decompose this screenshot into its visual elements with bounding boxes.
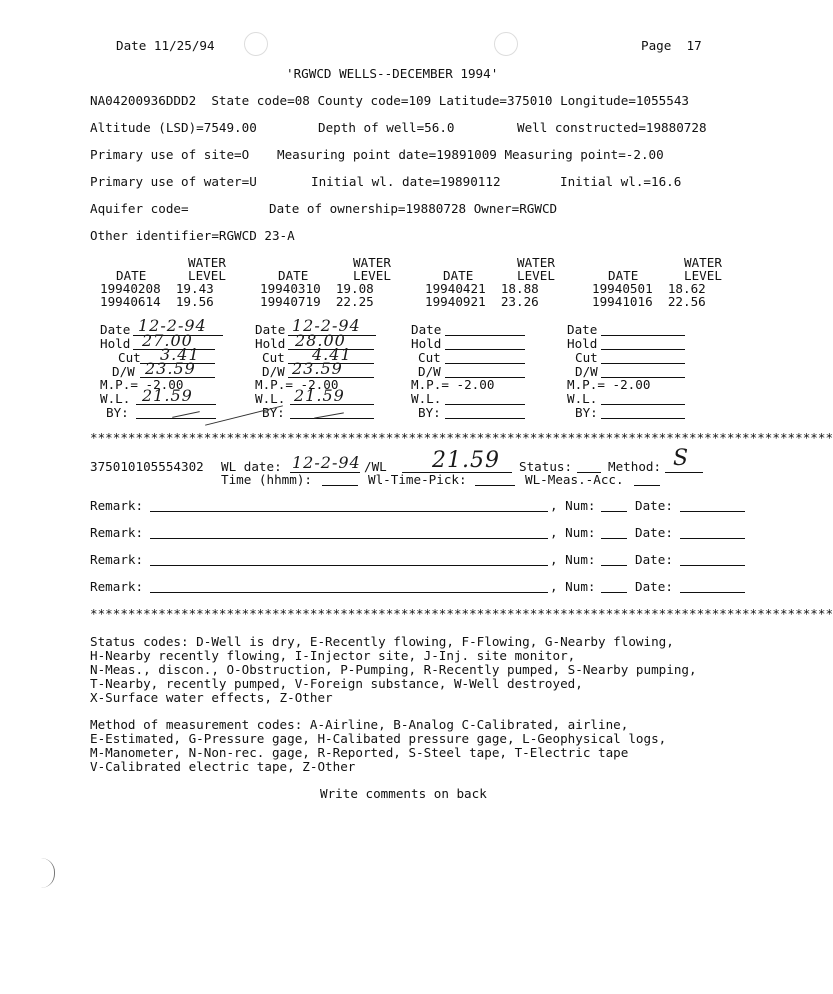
- status-codes-line: T-Nearby, recently pumped, V-Foreign substance, W-Well destroyed,: [90, 676, 583, 691]
- status-codes-line: X-Surface water effects, Z-Other: [90, 690, 333, 705]
- handwritten-date: 12-2-94: [292, 316, 361, 335]
- time-label: Time (hhmm):: [221, 472, 312, 487]
- col4-water-header: WATER: [684, 255, 722, 270]
- num-label: , Num:: [550, 552, 596, 567]
- form-hold-field[interactable]: [601, 349, 685, 350]
- status-label: Status:: [519, 459, 573, 474]
- report-title: 'RGWCD WELLS--DECEMBER 1994': [286, 66, 499, 81]
- initial-wl: Initial wl.=16.6: [560, 174, 682, 189]
- remark-label: Remark:: [90, 498, 144, 513]
- status-codes-line: N-Meas., discon., O-Obstruction, P-Pumping, R-Recently pumped, S-Nearby pumping,: [90, 662, 697, 677]
- num-field[interactable]: [601, 565, 627, 566]
- separator-bottom: **************************************************************************************************: [90, 606, 833, 621]
- remark-label: Remark:: [90, 579, 144, 594]
- col1-water-header: WATER: [188, 255, 226, 270]
- col2-date-header: DATE: [278, 268, 309, 283]
- form-cut-field[interactable]: [445, 363, 525, 364]
- form-wl-field[interactable]: [601, 404, 685, 405]
- col4-level-header: LEVEL: [684, 268, 722, 283]
- col2-water-header: WATER: [353, 255, 391, 270]
- table-cell: 19940421 18.88: [425, 281, 539, 296]
- scan-mark: [40, 858, 55, 888]
- altitude: Altitude (LSD)=7549.00: [90, 120, 257, 135]
- form-date-field[interactable]: [445, 335, 525, 336]
- form-by-field[interactable]: [601, 418, 685, 419]
- col3-water-header: WATER: [517, 255, 555, 270]
- form-mp-label: M.P.= -2.00: [411, 377, 495, 392]
- form-cut-label: Cut: [575, 350, 598, 365]
- table-cell: 19940310 19.08: [260, 281, 374, 296]
- handwritten-cut: 3.41: [160, 345, 200, 364]
- acc-field[interactable]: [634, 485, 660, 486]
- num-label: , Num:: [550, 525, 596, 540]
- remark-date-label: Date:: [635, 552, 673, 567]
- pick-field[interactable]: [475, 485, 515, 486]
- time-field[interactable]: [322, 485, 358, 486]
- form-hold-label: Hold: [567, 336, 598, 351]
- remark-field[interactable]: [150, 592, 548, 593]
- form-date-field[interactable]: [601, 335, 685, 336]
- form-hold-label: Hold: [411, 336, 442, 351]
- well-depth: Depth of well=56.0: [318, 120, 455, 135]
- wl-label: /WL: [364, 459, 387, 474]
- remark-date-label: Date:: [635, 579, 673, 594]
- handwritten-date: 12-2-94: [138, 316, 207, 335]
- col4-date-header: DATE: [608, 268, 639, 283]
- initial-wl-date: Initial wl. date=19890112: [311, 174, 501, 189]
- form-by-label: BY:: [262, 405, 285, 420]
- form-cut-field[interactable]: [601, 363, 685, 364]
- page-number: Page 17: [641, 38, 702, 53]
- form-cut-label: Cut: [118, 350, 141, 365]
- num-label: , Num:: [550, 579, 596, 594]
- other-identifier: Other identifier=RGWCD 23-A: [90, 228, 295, 243]
- primary-use-site: Primary use of site=O: [90, 147, 250, 162]
- handwritten-dw: 23.59: [292, 359, 343, 378]
- col1-date-header: DATE: [116, 268, 147, 283]
- remark-date-label: Date:: [635, 525, 673, 540]
- form-date-label: Date: [100, 322, 131, 337]
- form-dw-label: D/W: [112, 364, 135, 379]
- form-by-field[interactable]: [445, 418, 525, 419]
- well-constructed: Well constructed=19880728: [517, 120, 707, 135]
- form-by-label: BY:: [106, 405, 129, 420]
- method-codes-line: E-Estimated, G-Pressure gage, H-Calibated pressure gage, L-Geophysical logs,: [90, 731, 667, 746]
- handwritten-method: S: [673, 446, 690, 471]
- method-codes-line: V-Calibrated electric tape, Z-Other: [90, 759, 356, 774]
- table-cell: 19941016 22.56: [592, 294, 706, 309]
- col2-level-header: LEVEL: [353, 268, 391, 283]
- status-codes-line: Status codes: D-Well is dry, E-Recently flowing, F-Flowing, G-Nearby flowing,: [90, 634, 674, 649]
- punch-hole-left: [244, 32, 268, 56]
- remark-label: Remark:: [90, 525, 144, 540]
- wl-date-label: WL date:: [221, 459, 282, 474]
- form-cut-label: Cut: [262, 350, 285, 365]
- form-hold-label: Hold: [100, 336, 131, 351]
- remark-date-label: Date:: [635, 498, 673, 513]
- remark-date-field[interactable]: [680, 565, 745, 566]
- site-id: 375010105554302: [90, 459, 204, 474]
- form-hold-label: Hold: [255, 336, 286, 351]
- method-codes-line: Method of measurement codes: A-Airline, B-Analog C-Calibrated, airline,: [90, 717, 629, 732]
- form-dw-label: D/W: [418, 364, 441, 379]
- method-field[interactable]: [665, 472, 703, 473]
- form-wl-label: W.L.: [411, 391, 442, 406]
- col1-level-header: LEVEL: [188, 268, 226, 283]
- table-cell: 19940921 23.26: [425, 294, 539, 309]
- primary-use-water: Primary use of water=U: [90, 174, 257, 189]
- form-wl-label: W.L.: [100, 391, 131, 406]
- form-wl-label: W.L.: [255, 391, 286, 406]
- remark-field[interactable]: [150, 511, 548, 512]
- acc-label: WL-Meas.-Acc.: [525, 472, 624, 487]
- method-codes-line: M-Manometer, N-Non-rec. gage, R-Reported, S-Steel tape, T-Electric tape: [90, 745, 629, 760]
- form-dw-label: D/W: [575, 364, 598, 379]
- num-label: , Num:: [550, 498, 596, 513]
- form-date-label: Date: [411, 322, 442, 337]
- handwritten-dw: 23.59: [145, 359, 196, 378]
- col3-date-header: DATE: [443, 268, 474, 283]
- table-cell: 19940208 19.43: [100, 281, 214, 296]
- num-field[interactable]: [601, 592, 627, 593]
- form-by-label: BY:: [575, 405, 598, 420]
- num-field[interactable]: [601, 538, 627, 539]
- form-hold-field[interactable]: [445, 349, 525, 350]
- form-mp-label: M.P.= -2.00: [100, 377, 184, 392]
- table-cell: 19940501 18.62: [592, 281, 706, 296]
- remark-date-field[interactable]: [680, 592, 745, 593]
- remark-label: Remark:: [90, 552, 144, 567]
- form-by-field[interactable]: [136, 418, 216, 419]
- punch-hole-right: [494, 32, 518, 56]
- form-date-label: Date: [255, 322, 286, 337]
- handwritten-entry-wl: 21.59: [432, 448, 500, 473]
- initials-mark: [172, 411, 200, 418]
- remark-date-field[interactable]: [680, 538, 745, 539]
- table-cell: 19940614 19.56: [100, 294, 214, 309]
- form-mp-label: M.P.= -2.00: [255, 377, 339, 392]
- handwritten-wl: 21.59: [294, 386, 345, 405]
- site-info-line1: NA04200936DDD2 State code=08 County code=109 Latitude=375010 Longitude=1055543: [90, 93, 689, 108]
- form-by-field[interactable]: [290, 418, 374, 419]
- handwritten-cut: 4.41: [312, 345, 352, 364]
- col3-level-header: LEVEL: [517, 268, 555, 283]
- remark-field[interactable]: [150, 565, 548, 566]
- report-date: Date 11/25/94: [116, 38, 215, 53]
- ownership: Date of ownership=19880728 Owner=RGWCD: [269, 201, 558, 216]
- pick-label: Wl-Time-Pick:: [368, 472, 467, 487]
- form-by-label: BY:: [418, 405, 441, 420]
- handwritten-entry-date: 12-2-94: [292, 453, 361, 472]
- handwritten-hold: 27.00: [142, 331, 193, 350]
- measuring-point: Measuring point date=19891009 Measuring point=-2.00: [277, 147, 664, 162]
- table-cell: 19940719 22.25: [260, 294, 374, 309]
- form-dw-label: D/W: [262, 364, 285, 379]
- form-wl-field[interactable]: [445, 404, 525, 405]
- form-date-label: Date: [567, 322, 598, 337]
- form-cut-label: Cut: [418, 350, 441, 365]
- remark-date-field[interactable]: [680, 511, 745, 512]
- method-label: Method:: [608, 459, 662, 474]
- remark-field[interactable]: [150, 538, 548, 539]
- handwritten-hold: 28.00: [295, 331, 346, 350]
- footer-note: Write comments on back: [320, 786, 487, 801]
- separator-top: **************************************************************************************************: [90, 430, 833, 445]
- aquifer-code: Aquifer code=: [90, 201, 189, 216]
- num-field[interactable]: [601, 511, 627, 512]
- status-codes-line: H-Nearby recently flowing, I-Injector site, J-Inj. site monitor,: [90, 648, 576, 663]
- form-mp-label: M.P.= -2.00: [567, 377, 651, 392]
- form-wl-label: W.L.: [567, 391, 598, 406]
- handwritten-wl: 21.59: [142, 386, 193, 405]
